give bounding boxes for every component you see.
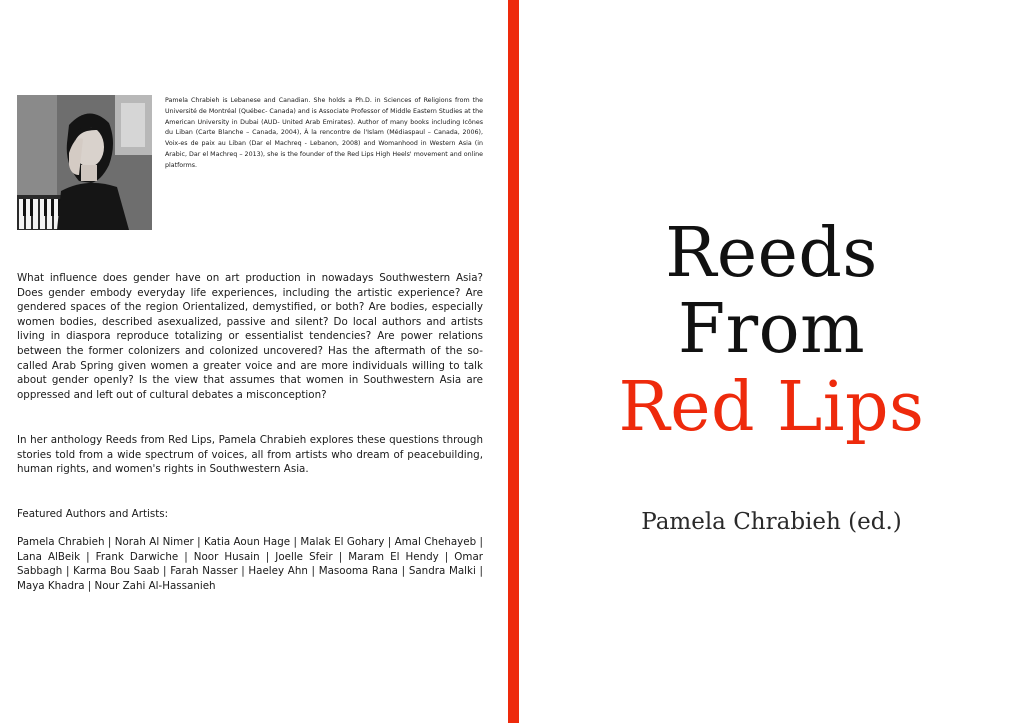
featured-authors-list: Pamela Chrabieh | Norah Al Nimer | Katia Aoun Hage | Malak El Gohary | Amal Chehayeb | Lana AlBeik | Frank Darwiche | Noor Husain | Joelle Sfeir | Maram El Hendy | Omar Sabbagh | Karma Bou Saab | Farah Nasser | Haeley Ahn | Masooma Rana | Sandra Malki | Maya Khadra | Nour Zahi Al-Hassanieh (17, 536, 483, 592)
author-photo (17, 95, 152, 230)
blurb-questions: What influence does gender have on art production in nowadays Southwestern Asia? Does gender embody everyday life experiences, including the artistic experience? Are gendered spaces of the region Orientalized, demystified, or both? Are bodies, especially women bodies, described asexualized, passive and silent? Do local authors and artists living in diaspora reproduce totalizing or essentialist tendencies? Are power relations between the former colonizers and colonized uncovered? Has the aftermath of the so-called Arab Spring given women a greater voice and are more individuals willing to talk about gender openly? Is the view that assumes that women in Southwestern Asia are oppressed and left out of cultural debates a misconception? (17, 272, 483, 401)
blurb-summary: In her anthology Reeds from Red Lips, Pamela Chrabieh explores these questions through stories told from a wide spectrum of voices, all from artists who dream of peacebuilding, human rights, and women's rights in Southwestern Asia. (17, 434, 483, 476)
editor-name: Pamela Chrabieh (ed.) (641, 509, 902, 535)
featured-heading: Featured Authors and Artists: (17, 508, 169, 520)
spine-red-stripe (508, 0, 519, 723)
title-line-reeds: Reeds (665, 214, 878, 293)
back-cover (0, 0, 508, 723)
front-cover (519, 0, 1024, 723)
title-line-from: From (677, 290, 866, 369)
author-portrait-image (17, 95, 152, 230)
author-bio: Pamela Chrabieh is Lebanese and Canadian. She holds a Ph.D. in Sciences of Religions from the Université de Montréal (Québec- Canada) and is Associate Professor of Middle Eastern Studies at the American University in Dubai (AUD- United Arab Emirates). Author of many books including Icônes du Liban (Carte Blanche – Canada, 2004), À la rencontre de l'Islam (Médiaspaul – Canada, 2006), Voix-es de paix au Liban (Dar el Machreq - Lebanon, 2008) and Womanhood in Western Asia (in Arabic, Dar el Machreq – 2013), she is the founder of the Red Lips High Heels' movement and online platforms. (165, 97, 483, 169)
title-line-red-lips: Red Lips (618, 368, 925, 447)
